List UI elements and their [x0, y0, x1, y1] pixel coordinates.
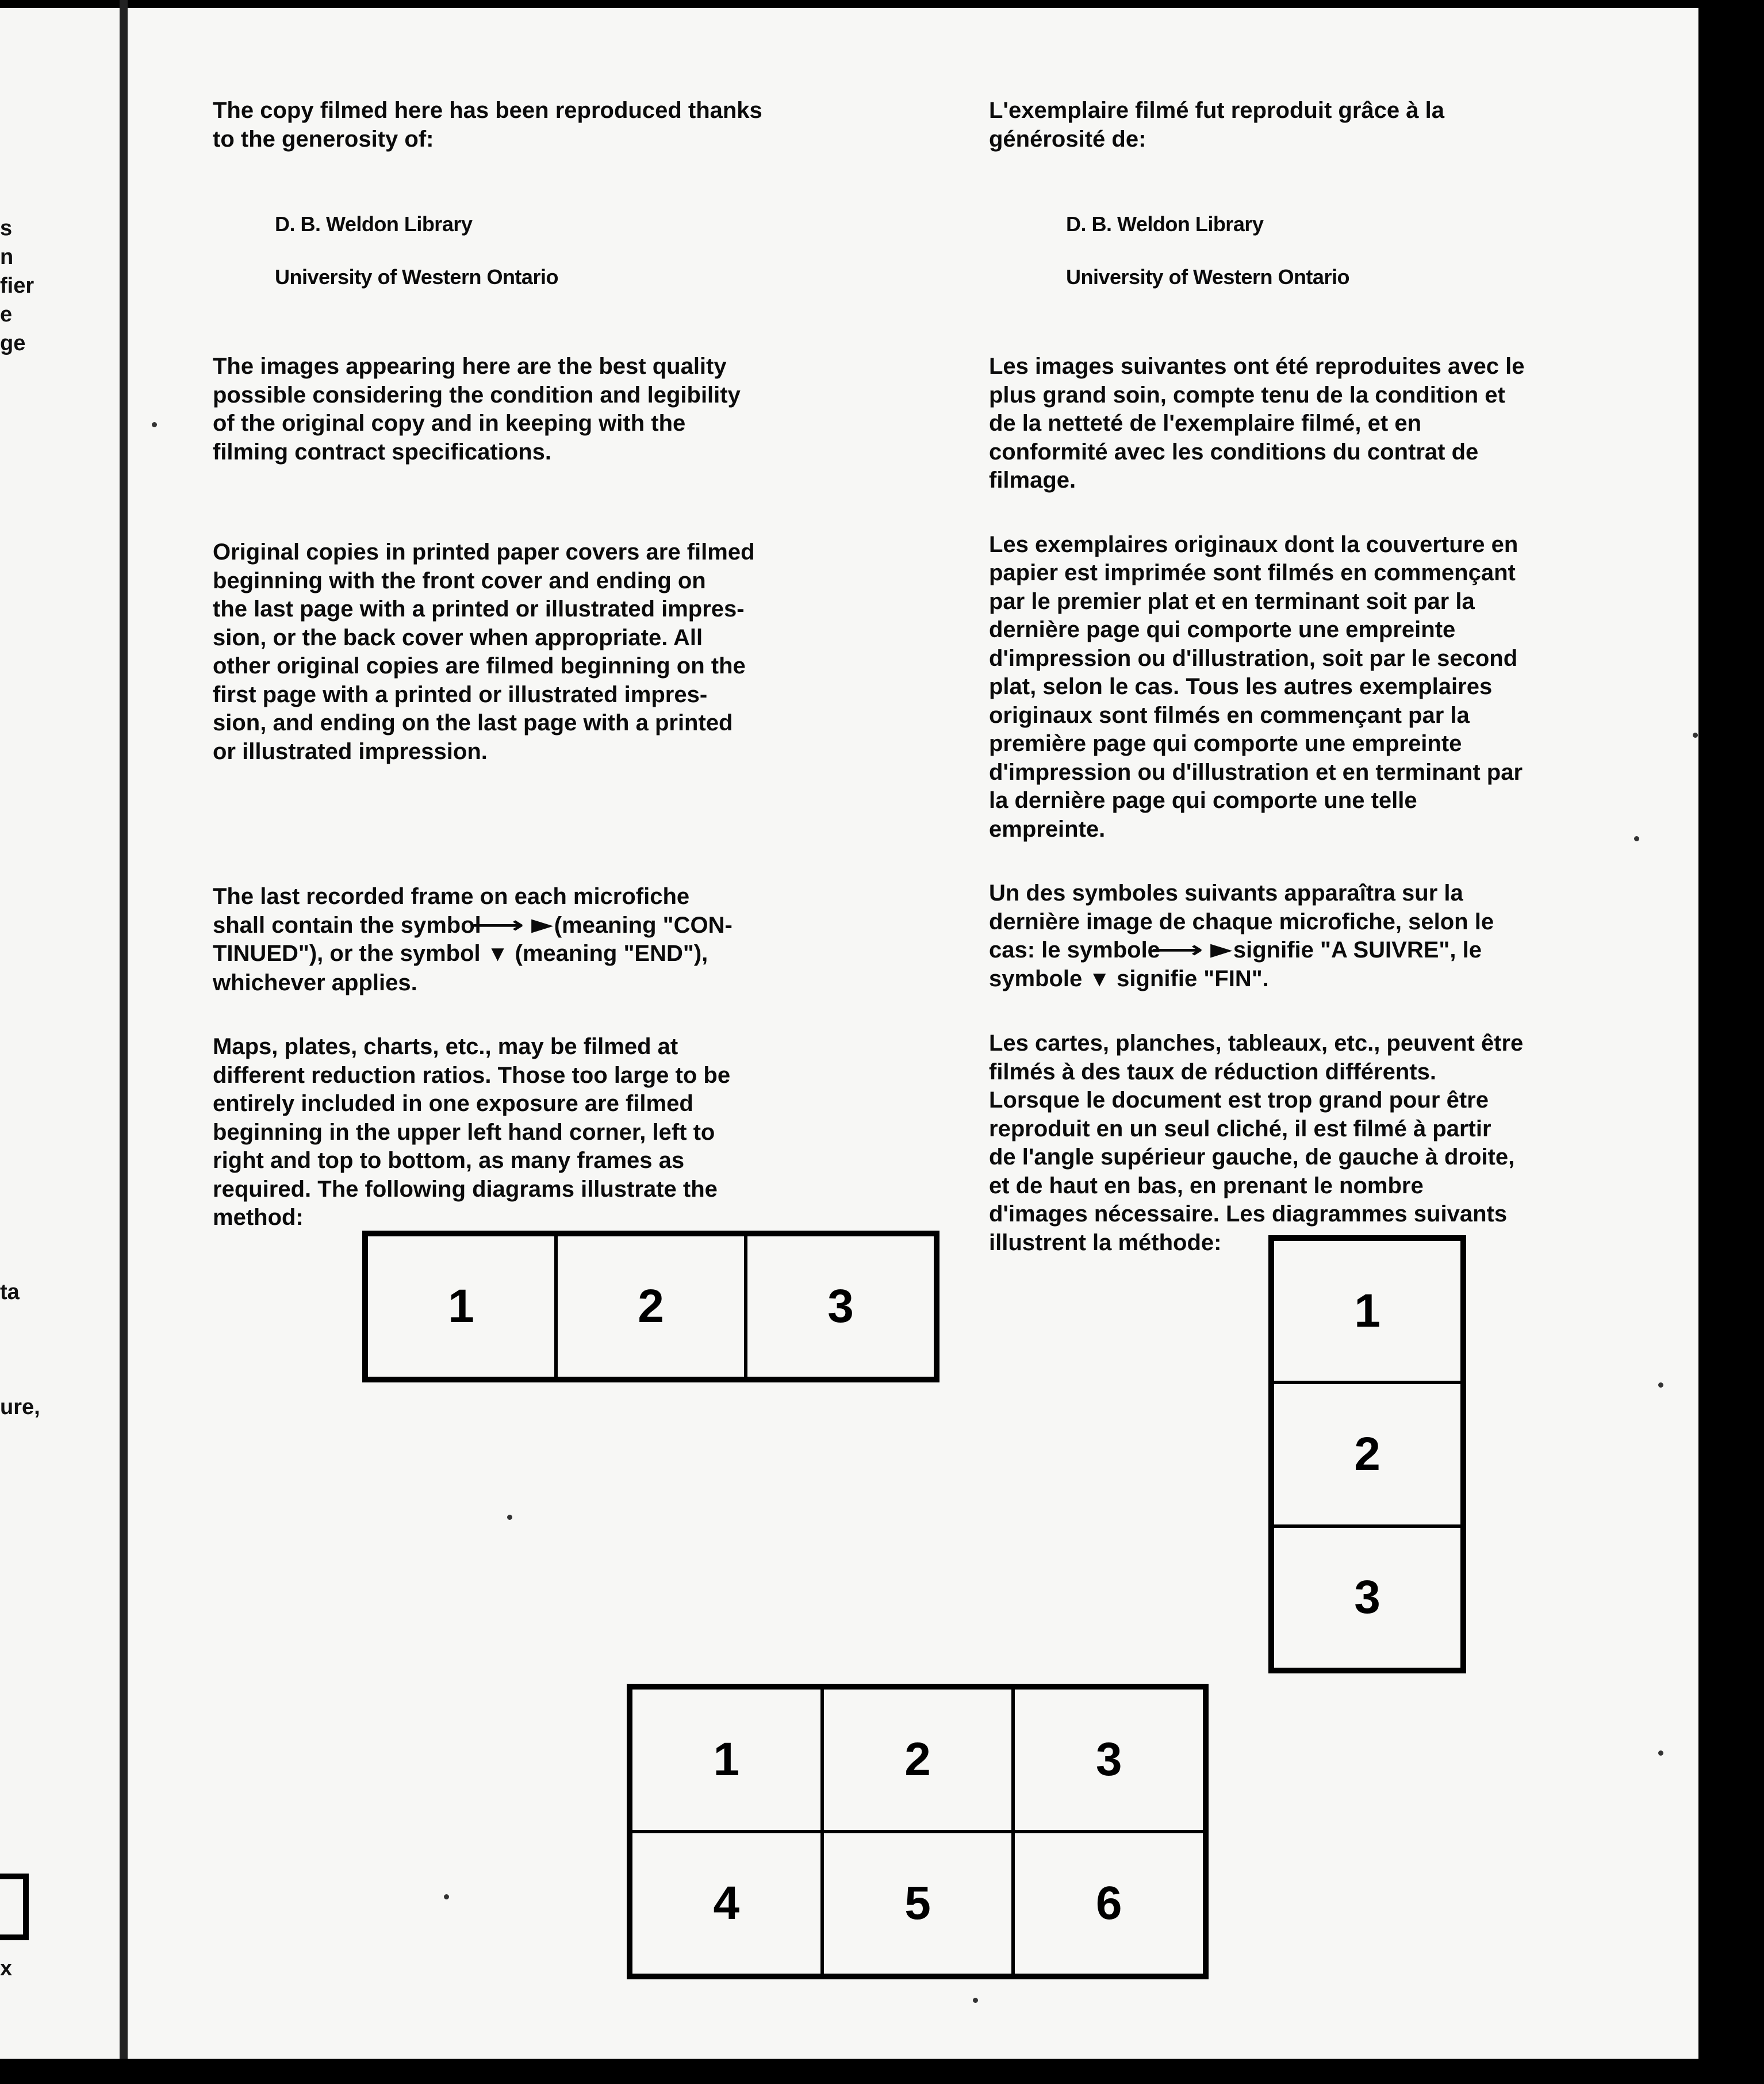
maps-paragraph: Les cartes, planches, tableaux, etc., peuvent être filmés à des taux de réduction différents. Lorsque le document est trop grand pour être reproduit en un seul cliché, il est filmé à partir de l'angle supérieur gauche, de gauche à droite, et de haut en bas, en prenant le nombre d'images nécessaire. Les diagrammes suivants illustrent la méthode: [989, 1030, 1524, 1255]
continued-arrow-icon: ⟶► [1150, 937, 1240, 963]
vertical-frames-diagram [1268, 1235, 1466, 1673]
fragment-text: n [0, 245, 14, 269]
grid-frames-diagram [627, 1684, 1209, 1979]
symbols-text: signifie "A SUIVRE", le symbole [989, 937, 1482, 991]
frame-cell: 3 [1013, 1688, 1205, 1832]
frame-cell: 4 [631, 1832, 822, 1975]
frame-cell: 2 [1272, 1382, 1462, 1526]
library-line: University of Western Ontario [275, 265, 558, 289]
frame-cell: 1 [1272, 1239, 1462, 1382]
originals-paragraph: Original copies in printed paper covers are filmed beginning with the front cover and ending on the last page with a printed or illustrated impres- sion, or the back cover when appropriate. All other original copies are filmed beginning on the first page with a printed or illustrated impres- sion, and ending on the last page with a printed or illustrated impression. [213, 539, 755, 764]
scan-speck [152, 422, 157, 427]
previous-page-edge [0, 8, 120, 2059]
symbols-paragraph [213, 883, 874, 997]
page-gutter [120, 0, 128, 2070]
symbols-text: (meaning "END"), whichever applies. [213, 941, 708, 995]
fragment-text: s [0, 216, 13, 240]
symbols-text: signifie "FIN". [1117, 966, 1269, 991]
symbols-text: Un des symboles suivants apparaîtra sur la dernière image de chaque microfiche, selon le cas: le symbole [989, 880, 1494, 963]
intro-text: L'exemplaire filmé fut reproduit grâce à la générosité de: [989, 98, 1444, 152]
scan-speck [1658, 1750, 1663, 1756]
library-line: D. B. Weldon Library [275, 212, 473, 236]
library-line: University of Western Ontario [1066, 265, 1349, 289]
fragment-text: fier [0, 274, 34, 298]
quality-paragraph: Les images suivantes ont été reproduites avec le plus grand soin, compte tenu de la condition et de la netteté de l'exemplaire filmé, et en conformité avec les conditions du contrat de filmage. [989, 354, 1525, 493]
scan-speck [444, 1894, 449, 1899]
english-column [213, 97, 874, 1232]
symbols-paragraph [989, 879, 1650, 994]
french-column [989, 97, 1650, 1257]
scan-border-bottom [0, 2059, 1764, 2084]
symbols-text: The last recorded frame on each microfiche shall contain the symbol [213, 884, 690, 938]
library-line: D. B. Weldon Library [1066, 212, 1264, 236]
scan-speck [1693, 733, 1698, 738]
fragment-text: ge [0, 331, 26, 355]
fragment-box [0, 1874, 29, 1940]
scan-speck [1658, 1382, 1663, 1388]
continued-arrow-icon: ⟶► [471, 912, 561, 938]
frame-cell: 3 [1272, 1526, 1462, 1669]
horizontal-frames-diagram [362, 1231, 939, 1382]
library-name [989, 185, 1650, 317]
fragment-text: e [0, 302, 13, 327]
scan-speck [507, 1515, 512, 1520]
frame-cell: 1 [366, 1235, 556, 1378]
fragment-text: ta [0, 1280, 20, 1304]
originals-paragraph: Les exemplaires originaux dont la couverture en papier est imprimée sont filmés en commençant par le premier plat et en terminant soit par la dernière page qui comporte une empreinte d'impression ou d'illustration, soit par le second plat, selon le cas. Tous les autres exemplaires originaux sont filmés en commençant par la première page qui comporte une empreinte d'impression ou d'illustration et en terminant par la dernière page qui comporte une telle empreinte. [989, 531, 1523, 842]
frame-cell: 5 [822, 1832, 1014, 1975]
library-name [213, 185, 874, 317]
end-triangle-icon: ▼ [1088, 967, 1111, 991]
symbols-text: (meaning "CON- TINUED"), or the symbol [213, 912, 733, 966]
end-triangle-icon: ▼ [486, 942, 509, 966]
frame-cell: 6 [1013, 1832, 1205, 1975]
frame-cell: 1 [631, 1688, 822, 1832]
frame-cell: 3 [746, 1235, 935, 1378]
scan-speck [973, 1998, 978, 2003]
frame-cell: 2 [822, 1688, 1014, 1832]
fragment-text: ure, [0, 1395, 40, 1419]
fragment-text: x [0, 1956, 13, 1980]
quality-paragraph: The images appearing here are the best quality possible considering the condition and legibility of the original copy and in keeping with the filming contract specifications. [213, 354, 741, 465]
maps-paragraph: Maps, plates, charts, etc., may be filmed at different reduction ratios. Those too large to be entirely included in one exposure are filmed beginning in the upper left hand corner, left to right and top to bottom, as many frames as required. The following diagrams illustrate the method: [213, 1034, 731, 1230]
frame-cell: 2 [556, 1235, 746, 1378]
scan-border-right [1698, 0, 1764, 2084]
intro-text: The copy filmed here has been reproduced thanks to the generosity of: [213, 98, 762, 152]
